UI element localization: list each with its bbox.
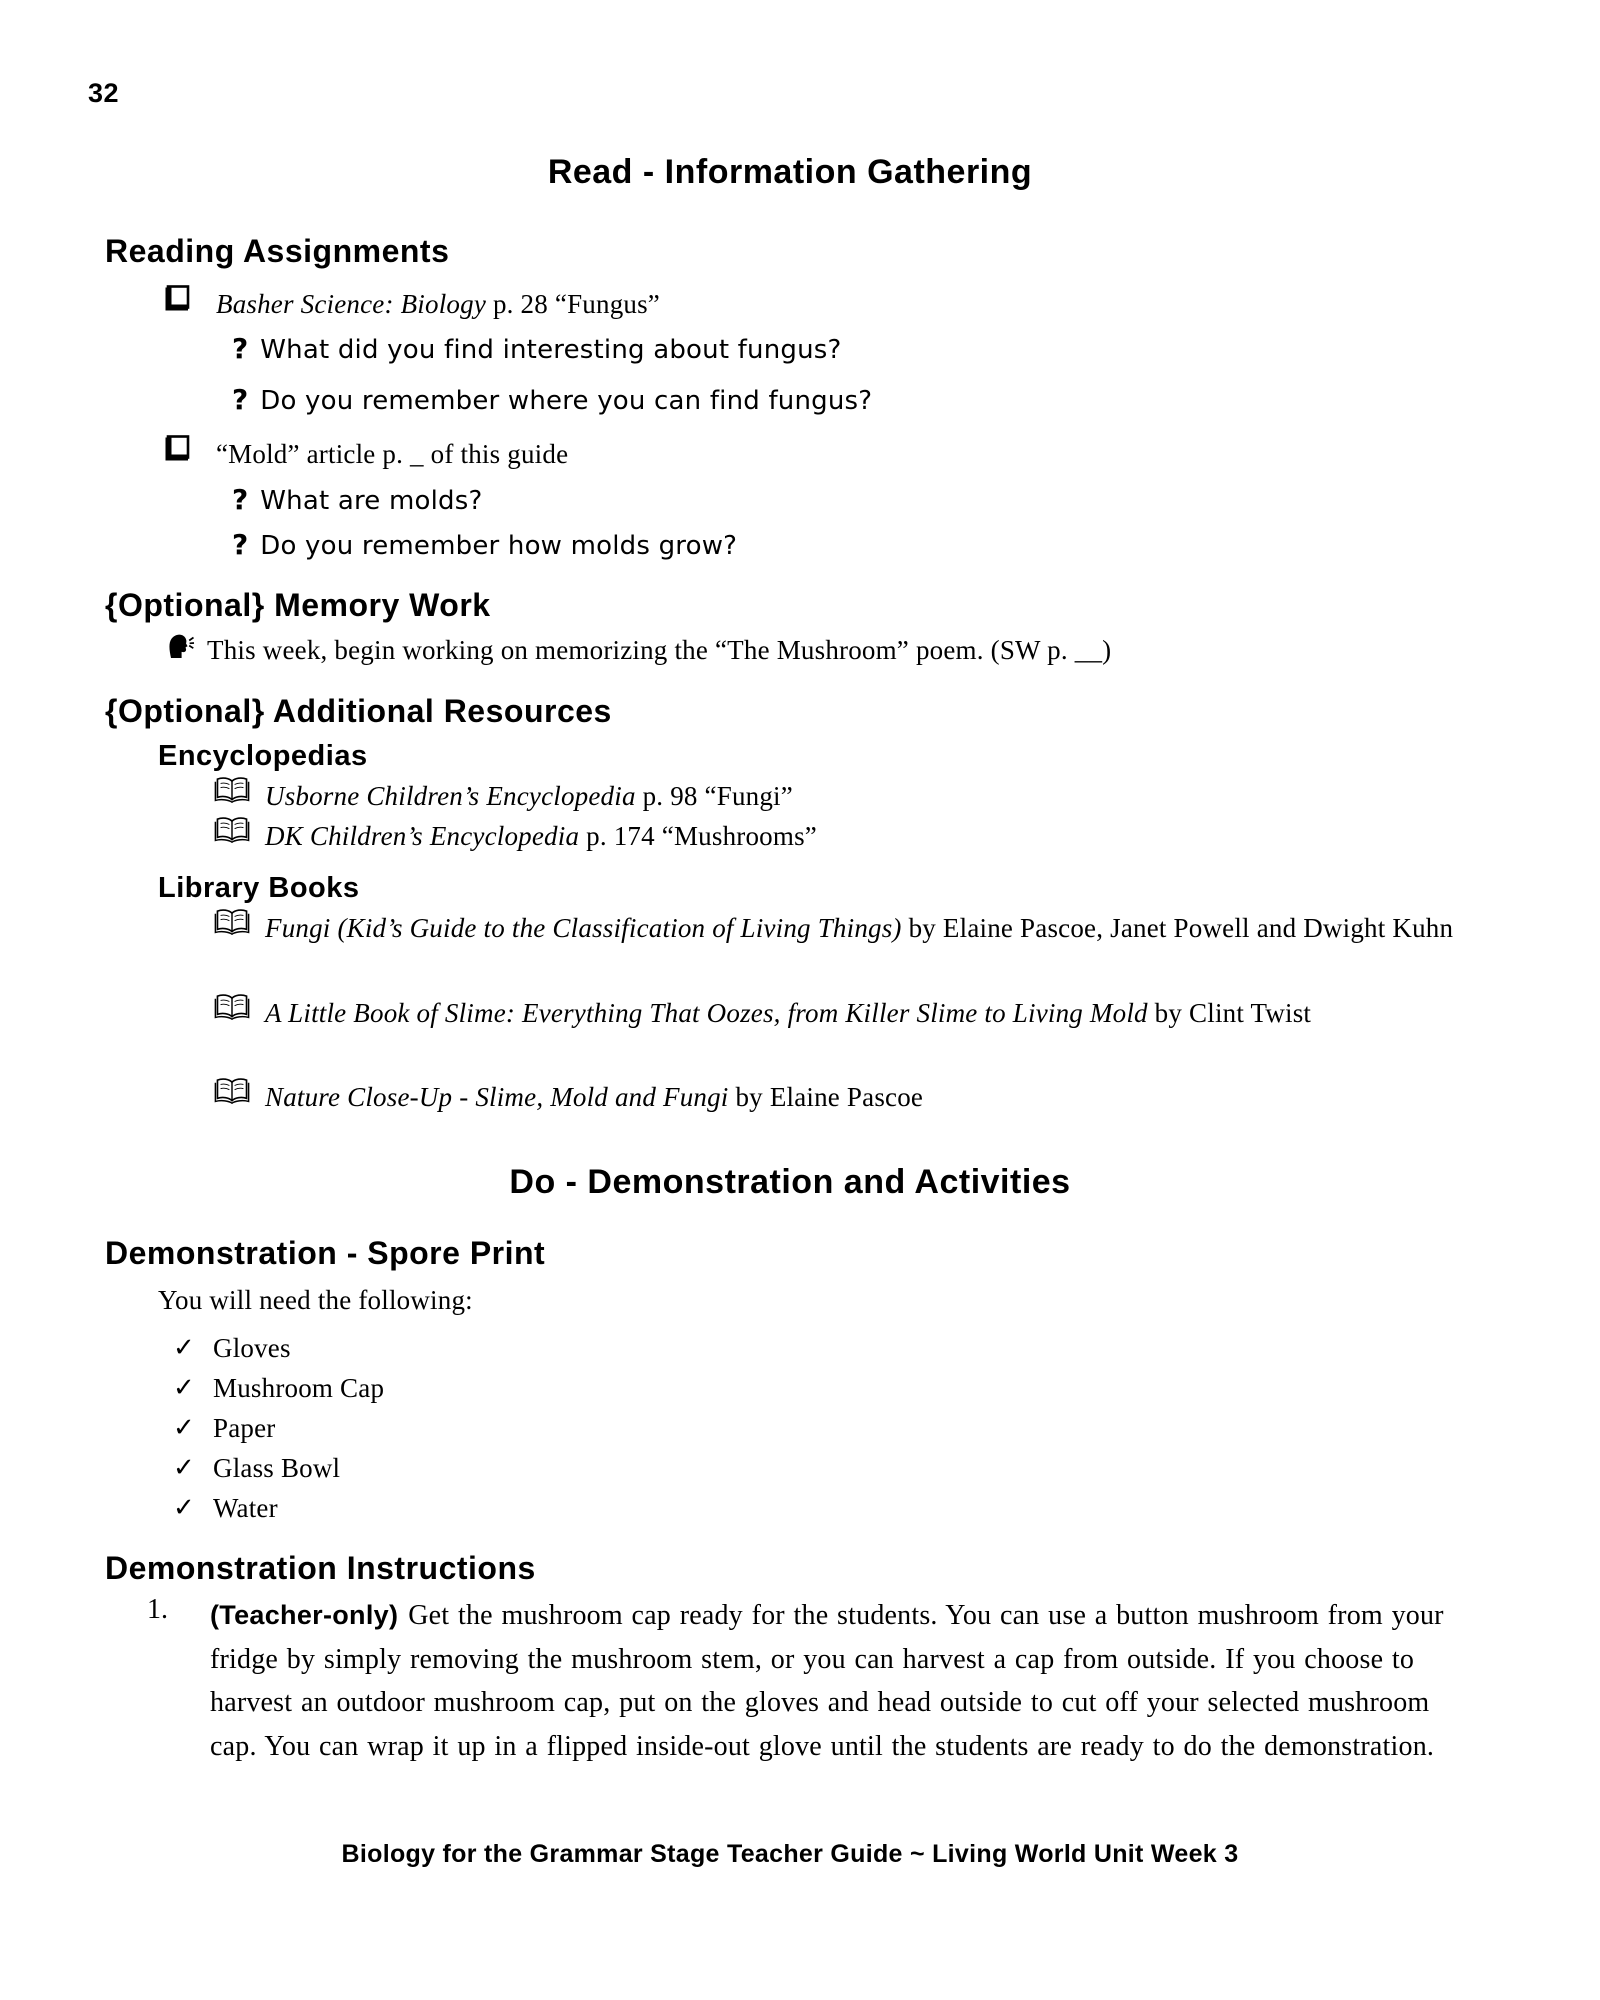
open-book-icon bbox=[214, 1077, 265, 1106]
supply-item bbox=[173, 1408, 384, 1448]
reading-assignments-heading: Reading Assignments bbox=[105, 233, 450, 269]
encyclopedia-text bbox=[265, 816, 817, 856]
library-book-rest: by Elaine Pascoe bbox=[728, 1082, 924, 1112]
ballot-box-icon bbox=[164, 284, 216, 314]
question-text: Do you remember where you can find fungus? bbox=[260, 386, 873, 416]
library-book-item bbox=[214, 908, 1453, 948]
check-icon: ✓ bbox=[173, 1333, 195, 1363]
question-row bbox=[232, 528, 737, 564]
question-text: What are molds? bbox=[260, 486, 483, 516]
do-section-title: Do - Demonstration and Activities bbox=[509, 1163, 1071, 1201]
question-row bbox=[232, 332, 842, 368]
memory-work-text: This week, begin working on memorizing the “The Mushroom” poem. (SW p. __) bbox=[207, 635, 1112, 665]
supply-item bbox=[173, 1448, 384, 1488]
library-books-heading: Library Books bbox=[158, 872, 360, 904]
instruction-step bbox=[147, 1594, 1470, 1768]
library-book-title: Nature Close-Up - Slime, Mold and Fungi bbox=[265, 1082, 729, 1112]
encyclopedia-title: DK Children’s Encyclopedia bbox=[265, 821, 580, 851]
encyclopedia-rest: p. 98 “Fungi” bbox=[635, 781, 793, 811]
question-mark-icon: ? bbox=[232, 332, 249, 365]
question-mark-icon: ? bbox=[232, 383, 249, 416]
supply-item bbox=[173, 1328, 384, 1368]
additional-resources-heading: {Optional} Additional Resources bbox=[105, 693, 612, 729]
open-book-icon bbox=[214, 908, 265, 937]
question-row bbox=[232, 383, 872, 419]
encyclopedias-heading: Encyclopedias bbox=[158, 740, 368, 772]
step-body-text: Get the mushroom cap ready for the students. You can use a button mushroom from your fridge by simply removing the mushroom stem, or you can harvest a cap from outside. If you choose to harvest an outdoor mushroom cap, put on the gloves and head outside to cut off your selected mushroom cap. You can wrap it up in a flipped inside-out glove until the students are ready to do the demonstration. bbox=[210, 1600, 1444, 1762]
encyclopedia-text bbox=[265, 776, 793, 816]
library-book-item bbox=[214, 993, 1311, 1033]
open-book-icon bbox=[214, 993, 265, 1022]
step-number: 1. bbox=[147, 1594, 168, 1625]
reading-item bbox=[164, 434, 568, 474]
question-text: What did you find interesting about fungus? bbox=[260, 335, 842, 365]
memory-work-heading: {Optional} Memory Work bbox=[105, 587, 491, 623]
library-book-item bbox=[214, 1077, 923, 1117]
supply-label: Paper bbox=[213, 1413, 276, 1443]
check-icon: ✓ bbox=[173, 1413, 195, 1443]
check-icon: ✓ bbox=[173, 1373, 195, 1403]
page-footer: Biology for the Grammar Stage Teacher Guide ~ Living World Unit Week 3 bbox=[341, 1840, 1239, 1868]
open-book-icon bbox=[214, 816, 265, 845]
supply-item bbox=[173, 1488, 384, 1528]
library-book-text bbox=[265, 1077, 923, 1117]
supplies-list bbox=[173, 1328, 384, 1528]
reading-item bbox=[164, 284, 660, 324]
open-book-icon bbox=[214, 776, 265, 805]
ballot-box-icon bbox=[164, 434, 216, 464]
encyclopedia-item bbox=[214, 816, 817, 856]
spore-print-heading: Demonstration - Spore Print bbox=[105, 1235, 546, 1271]
supplies-intro: You will need the following: bbox=[158, 1285, 473, 1315]
check-icon: ✓ bbox=[173, 1453, 195, 1483]
library-book-title: Fungi (Kid’s Guide to the Classification of Living Things) bbox=[265, 913, 902, 943]
encyclopedia-item bbox=[214, 776, 793, 816]
library-book-title: A Little Book of Slime: Everything That Oozes, from Killer Slime to Living Mold bbox=[265, 998, 1148, 1028]
supply-item bbox=[173, 1368, 384, 1408]
supply-label: Glass Bowl bbox=[213, 1453, 341, 1483]
book-title-rest: “Mold” article p. _ of this guide bbox=[216, 439, 569, 469]
teacher-only-label: (Teacher-only) bbox=[210, 1600, 399, 1630]
page-number: 32 bbox=[88, 78, 120, 108]
step-text bbox=[210, 1594, 1470, 1768]
question-row bbox=[232, 483, 482, 519]
check-icon: ✓ bbox=[173, 1493, 195, 1523]
library-book-text bbox=[265, 908, 1453, 948]
reading-item-text bbox=[216, 284, 660, 324]
question-mark-icon: ? bbox=[232, 528, 249, 561]
encyclopedia-title: Usborne Children’s Encyclopedia bbox=[265, 781, 636, 811]
book-title: Basher Science: Biology bbox=[216, 289, 486, 319]
question-mark-icon: ? bbox=[232, 483, 249, 516]
reading-item-text bbox=[216, 434, 568, 474]
library-book-rest: by Clint Twist bbox=[1147, 998, 1312, 1028]
speaking-head-icon bbox=[165, 630, 207, 662]
library-book-rest: by Elaine Pascoe, Janet Powell and Dwight Kuhn bbox=[901, 913, 1454, 943]
supply-label: Water bbox=[213, 1493, 278, 1523]
library-book-text bbox=[265, 993, 1311, 1033]
instructions-heading: Demonstration Instructions bbox=[105, 1550, 536, 1586]
memory-work-item bbox=[165, 630, 1111, 670]
read-section-title: Read - Information Gathering bbox=[547, 153, 1033, 191]
book-title-rest: p. 28 “Fungus” bbox=[486, 289, 660, 319]
supply-label: Mushroom Cap bbox=[213, 1373, 385, 1403]
question-text: Do you remember how molds grow? bbox=[260, 531, 738, 561]
supply-label: Gloves bbox=[213, 1333, 291, 1363]
encyclopedia-rest: p. 174 “Mushrooms” bbox=[579, 821, 817, 851]
